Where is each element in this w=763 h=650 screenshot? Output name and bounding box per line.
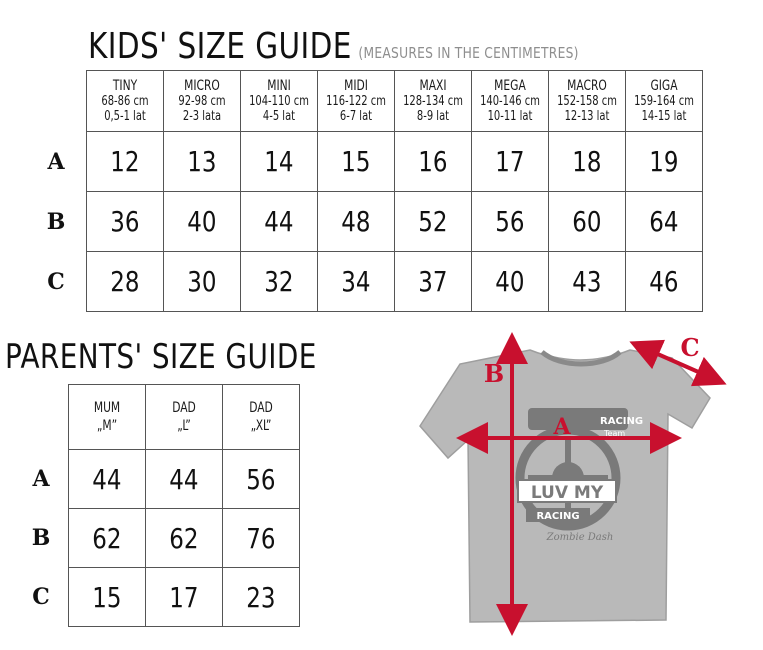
table-row	[26, 192, 703, 252]
column-header-age: 14-15 lat	[641, 108, 687, 124]
row-label: A	[47, 148, 65, 175]
column-header	[549, 71, 626, 132]
table-cell	[164, 192, 241, 252]
column-header	[87, 71, 164, 132]
column-header-age: 2-3 lata	[182, 108, 222, 124]
table-cell	[626, 192, 703, 252]
column-header-name: MAXI	[419, 77, 447, 94]
column-header-height: 116-122 cm	[326, 93, 386, 109]
measure-b-label: B	[483, 359, 505, 388]
table-cell	[87, 132, 164, 192]
column-header-age: 6-7 lat	[339, 108, 373, 124]
cell-value: 32	[264, 265, 294, 298]
parents-size-table	[14, 384, 300, 627]
table-cell	[223, 509, 300, 568]
table-cell	[626, 252, 703, 312]
column-header-name: MACRO	[567, 77, 607, 94]
row-label: B	[46, 208, 66, 235]
table-cell	[146, 509, 223, 568]
column-header	[626, 71, 703, 132]
column-header-height: 92-98 cm	[178, 93, 226, 109]
table-cell	[318, 192, 395, 252]
column-header-name: DAD	[249, 400, 273, 416]
cell-value: 23	[246, 580, 276, 614]
column-header-name: MEGA	[494, 77, 526, 94]
print-banner-text: RACING	[536, 511, 580, 522]
cell-value: 56	[495, 205, 525, 238]
cell-value: 60	[572, 205, 602, 238]
column-header	[69, 385, 146, 450]
cell-value: 40	[495, 265, 525, 298]
column-header-size: „L”	[177, 418, 191, 434]
table-cell	[69, 450, 146, 509]
parents-size-guide-title: PARENTS' SIZE GUIDE	[5, 337, 317, 377]
table-row	[14, 568, 300, 627]
table-cell	[395, 252, 472, 312]
cell-value: 62	[169, 521, 199, 555]
cell-value: 18	[572, 145, 602, 178]
table-corner	[14, 385, 69, 450]
cell-value: 30	[187, 265, 217, 298]
cell-value: 40	[187, 205, 217, 238]
cell-value: 48	[341, 205, 371, 238]
column-header	[241, 71, 318, 132]
table-cell	[472, 132, 549, 192]
cell-value: 76	[246, 521, 276, 555]
cell-value: 46	[649, 265, 679, 298]
row-label: C	[47, 268, 65, 295]
row-label: C	[32, 584, 50, 610]
cell-value: 13	[187, 145, 217, 178]
column-header-size: „XL”	[250, 418, 272, 434]
column-header	[318, 71, 395, 132]
table-cell	[241, 252, 318, 312]
cell-value: 44	[264, 205, 294, 238]
table-cell	[472, 252, 549, 312]
print-script-text: Zombie Dash	[546, 532, 614, 543]
cell-value: 15	[341, 145, 371, 178]
table-cell	[69, 509, 146, 568]
table-cell	[318, 132, 395, 192]
table-cell	[395, 192, 472, 252]
cell-value: 56	[246, 462, 276, 496]
cell-value: 19	[649, 145, 679, 178]
row-label: A	[32, 466, 50, 492]
table-cell	[164, 132, 241, 192]
column-header-name: MINI	[267, 77, 291, 94]
tshirt-measurement-diagram	[410, 328, 750, 648]
column-header-age: 12-13 lat	[564, 108, 610, 124]
cell-value: 14	[264, 145, 294, 178]
column-header-height: 152-158 cm	[557, 93, 617, 109]
table-cell	[241, 132, 318, 192]
table-cell	[318, 252, 395, 312]
kids-title-text: KIDS' SIZE GUIDE	[88, 26, 352, 67]
print-main-text: LUV MY	[530, 483, 604, 503]
table-cell	[549, 132, 626, 192]
column-header	[164, 71, 241, 132]
cell-value: 43	[572, 265, 602, 298]
column-header-name: MIDI	[344, 77, 368, 94]
table-cell	[626, 132, 703, 192]
table-cell	[146, 568, 223, 627]
column-header-name: GIGA	[650, 77, 678, 94]
cell-value: 34	[341, 265, 371, 298]
column-header	[472, 71, 549, 132]
table-cell	[146, 450, 223, 509]
cell-value: 16	[418, 145, 448, 178]
cell-value: 28	[110, 265, 140, 298]
table-cell	[69, 568, 146, 627]
column-header-height: 140-146 cm	[480, 93, 540, 109]
column-header-name: MUM	[93, 400, 121, 416]
column-header-name: MICRO	[184, 77, 220, 94]
column-header-age: 0,5-1 lat	[104, 108, 146, 124]
cell-value: 44	[92, 462, 122, 496]
table-cell	[87, 252, 164, 312]
cell-value: 12	[110, 145, 140, 178]
table-cell	[395, 132, 472, 192]
table-cell	[549, 252, 626, 312]
column-header	[223, 385, 300, 450]
table-cell	[241, 192, 318, 252]
cell-value: 36	[110, 205, 140, 238]
cell-value: 52	[418, 205, 448, 238]
cell-value: 64	[649, 205, 679, 238]
column-header-name: DAD	[172, 400, 196, 416]
table-row	[14, 450, 300, 509]
kids-size-guide-title	[88, 26, 579, 67]
row-label: B	[31, 525, 51, 551]
print-line2: Team	[604, 429, 626, 438]
column-header-age: 4-5 lat	[262, 108, 296, 124]
kids-size-table	[26, 70, 703, 312]
table-cell	[549, 192, 626, 252]
table-cell	[472, 192, 549, 252]
table-cell	[223, 450, 300, 509]
cell-value: 15	[92, 580, 122, 614]
column-header-age: 10-11 lat	[487, 108, 533, 124]
column-header	[395, 71, 472, 132]
cell-value: 62	[92, 521, 122, 555]
kids-measures-note: (MEASURES IN THE CENTIMETRES)	[358, 44, 579, 62]
column-header-age: 8-9 lat	[416, 108, 450, 124]
measure-c-label: C	[680, 333, 700, 362]
cell-value: 37	[418, 265, 448, 298]
table-cell	[164, 252, 241, 312]
column-header-size: „M”	[96, 418, 118, 434]
table-row	[14, 509, 300, 568]
column-header-height: 104-110 cm	[249, 93, 309, 109]
measure-a-label: A	[553, 414, 571, 440]
table-cell	[223, 568, 300, 627]
column-header-name: TINY	[112, 77, 138, 94]
table-cell	[87, 192, 164, 252]
cell-value: 17	[495, 145, 525, 178]
cell-value: 44	[169, 462, 199, 496]
column-header-height: 159-164 cm	[634, 93, 694, 109]
table-row	[26, 252, 703, 312]
print-line1: RACING	[600, 416, 644, 427]
column-header-height: 68-86 cm	[101, 93, 149, 109]
column-header-height: 128-134 cm	[403, 93, 463, 109]
table-corner	[26, 71, 87, 132]
column-header	[146, 385, 223, 450]
cell-value: 17	[169, 580, 199, 614]
table-row	[26, 132, 703, 192]
